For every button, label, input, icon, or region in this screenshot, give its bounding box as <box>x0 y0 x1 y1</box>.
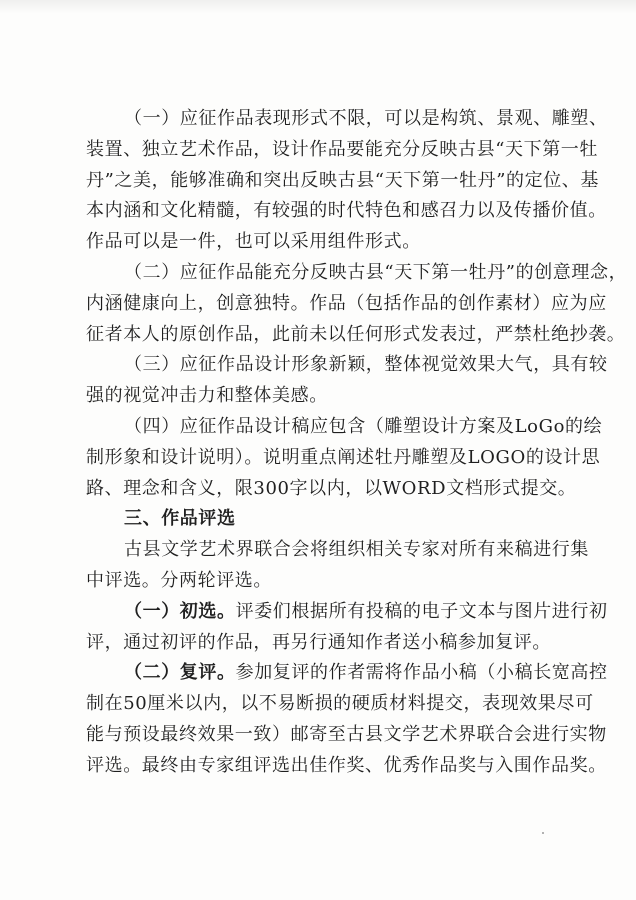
paragraph-line: 装置、独立艺术作品，设计作品要能充分反映古县“天下第一牡 <box>86 138 598 160</box>
paragraph-line <box>86 658 608 689</box>
paragraph-line: （四）应征作品设计稿应包含（雕塑设计方案及LoGo的绘 <box>124 415 603 437</box>
paragraph-line: 中评选。分两轮评选。 <box>86 569 272 591</box>
paragraph-line: 内涵健康向上，创意独特。作品（包括作品的创作素材）应为应 <box>86 292 607 314</box>
paragraph-line: 强的视觉冲击力和整体美感。 <box>86 385 328 407</box>
paragraph-line: 古县文学艺术界联合会将组织相关专家对所有来稿进行集 <box>124 539 589 561</box>
scan-edge <box>0 0 636 14</box>
paragraph-line: 征者本人的原创作品，此前未以任何形式发表过，严禁杜绝抄袭。 <box>86 323 626 345</box>
paragraph-line: 评，通过初评的作品，再另行通知作者送小稿参加复评。 <box>86 631 551 653</box>
section-heading: 三、作品评选 <box>124 508 236 530</box>
paragraph-line: 能与预设最终效果一致）邮寄至古县文学艺术界联合会进行实物 <box>86 723 607 745</box>
paragraph-line <box>86 597 608 628</box>
scan-speck <box>542 832 544 834</box>
paragraph-line: 作品可以是一件，也可以采用组件形式。 <box>86 231 421 253</box>
paragraph-line: 制在50厘米以内，以不易断损的硬质材料提交，表现效果尽可 <box>86 693 594 715</box>
paragraph-line: （三）应征作品设计形象新颖，整体视觉效果大气，具有较 <box>124 354 608 376</box>
paragraph-line: 路、理念和含义，限300字以内，以WORD文档形式提交。 <box>86 477 577 499</box>
round2-label: （二）复评。 <box>124 662 236 684</box>
round1-label: （一）初选。 <box>124 600 236 622</box>
paragraph-line: 丹”之美，能够准确和突出反映古县“天下第一牡丹”的定位、基 <box>86 169 600 191</box>
paragraph-line: 评选。最终由专家组评选出佳作奖、优秀作品奖与入围作品奖。 <box>86 754 607 776</box>
paragraph-line: （一）应征作品表现形式不限，可以是构筑、景观、雕塑、 <box>124 108 608 129</box>
paragraph-line: 制形象和设计说明）。说明重点阐述牡丹雕塑及LOGO的设计思 <box>86 446 601 468</box>
paragraph-line: （二）应征作品能充分反映古县“天下第一牡丹”的创意理念， <box>124 261 628 283</box>
paragraph-line: 本内涵和文化精髓，有较强的时代特色和感召力以及传播价值。 <box>86 200 607 222</box>
round1-text: 评委们根据所有投稿的电子文本与图片进行初 <box>235 600 608 622</box>
round2-text: 参加复评的作者需将作品小稿（小稿长宽高控 <box>235 662 608 684</box>
document-body <box>86 104 628 782</box>
